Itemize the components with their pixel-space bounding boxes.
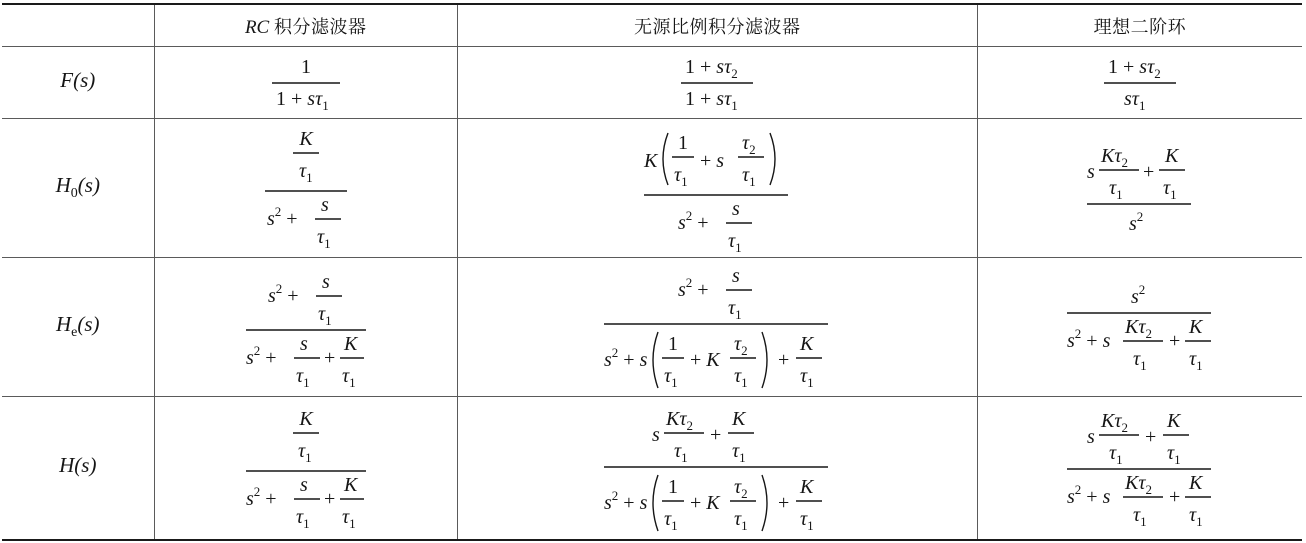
formula-f-ideal [1100,53,1180,113]
svg-text:s: s [321,271,330,293]
svg-text:Kτ2: $K\tau_2$ [1100,145,1128,170]
svg-text:+ K: + K [690,349,720,371]
label-fn: F [60,67,74,92]
svg-text:τ1: $\tau_1$ [317,303,332,328]
svg-text:K: K [343,333,358,355]
cell-h0-passive [457,119,977,258]
svg-text:τ1: $\tau_1$ [1108,442,1123,467]
svg-text:τ1: $\tau_1$ [1162,177,1177,202]
label-arg: (s) [77,312,100,337]
svg-text:K: K [1164,145,1179,167]
svg-text:τ1: $\tau_1$ [316,226,331,251]
header-corner-cell [2,4,154,47]
cell-h-passive [457,397,977,541]
cell-f-ideal [977,47,1302,119]
header-passive-pi-filter [457,4,977,47]
svg-text:τ1: $\tau_1$ [295,365,310,390]
svg-text:τ1: $\tau_1$ [674,440,688,465]
svg-text:s2 +: $s^2$ + [678,275,709,301]
svg-text:1 + sτ2: $1 + s\tau_2$ [685,55,738,81]
svg-text:τ1: $\tau_1$ [732,440,746,465]
svg-text:K: K [299,408,313,430]
cell-he-rc [154,258,457,397]
svg-text:s2 + s: $s^2 + s$ [1066,482,1111,508]
svg-text:τ1: $\tau_1$ [341,506,356,531]
svg-text:sτ1: $s\tau_1$ [1123,87,1146,113]
svg-text:Kτ2: $K\tau_2$ [1124,316,1152,341]
svg-text:K: K [1166,410,1181,432]
svg-text:τ1: $\tau_1$ [742,164,756,189]
cell-he-passive [457,258,977,397]
cell-he-ideal [977,258,1302,397]
header-ideal-label: 理想二阶环 [1093,16,1187,38]
svg-text:s: s [299,333,308,355]
svg-text:s2 +: $s^2$ + [267,281,299,307]
row-h0-s [2,119,1302,258]
formula-h-rc [244,405,368,531]
svg-text:τ1: $\tau_1$ [664,365,678,390]
svg-text:+: + [323,347,335,369]
svg-text:τ1: $\tau_1$ [728,297,742,322]
cell-h-rc [154,397,457,541]
row-h-s [2,397,1302,541]
svg-text:τ1: $\tau_1$ [734,365,748,390]
formula-h0-rc [261,125,351,251]
svg-text:+: + [1142,161,1155,183]
svg-text:+: + [1144,426,1157,448]
svg-text:+ s: + s [700,150,725,172]
svg-text:K: K [343,474,358,496]
svg-text:τ1: $\tau_1$ [664,508,678,533]
svg-text:s: s [732,265,741,287]
header-rc-suffix: 积分滤波器 [273,16,367,38]
svg-text:1: 1 [668,333,679,355]
svg-text:s2 + s: $s^2 + s$ [604,488,648,514]
svg-text:K: K [1188,316,1203,338]
svg-text:+: + [778,492,790,514]
svg-text:s2 + s: $s^2 + s$ [1066,326,1111,352]
svg-text:s2 +: $s^2$ + [245,343,277,369]
cell-h0-ideal [977,119,1302,258]
svg-text:+: + [323,488,335,510]
svg-text:τ1: $\tau_1$ [341,365,356,390]
row-label-he-s [2,258,154,397]
header-rc-prefix: RC [244,16,270,38]
header-passive-label: 无源比例积分滤波器 [634,16,801,38]
formula-f-passive [677,53,757,113]
svg-text:s2 +: $s^2$ + [245,484,277,510]
svg-text:τ1: $\tau_1$ [1108,177,1123,202]
row-f-s [2,47,1302,119]
svg-text:K: K [299,128,313,150]
svg-text:s: s [299,474,308,496]
svg-text:τ2: $\tau_2$ [734,333,748,358]
svg-text:s: s [320,194,329,216]
formula-he-rc [244,264,368,390]
svg-text:τ1: $\tau_1$ [800,365,814,390]
svg-text:τ2: $\tau_2$ [734,476,748,501]
svg-text:τ2: $\tau_2$ [742,132,756,157]
svg-text:s2 + s: $s^2 + s$ [604,345,648,371]
svg-text:Kτ2: $K\tau_2$ [1124,472,1152,497]
label-sub: e [71,325,78,341]
svg-text:s2 +: $s^2$ + [266,204,298,230]
svg-text:τ1: $\tau_1$ [1188,504,1203,529]
svg-text:1 + sτ1: $1 + s\tau_1$ [275,87,329,113]
svg-text:Kτ2: $K\tau_2$ [666,408,694,433]
svg-text:1 + sτ2: $1 + s\tau_2$ [1107,55,1161,81]
svg-text:+: + [710,424,722,446]
row-he-s [2,258,1302,397]
svg-text:K: K [732,408,746,430]
svg-text:K: K [644,150,658,172]
cell-f-passive [457,47,977,119]
svg-text:K: K [800,476,814,498]
svg-text:s: s [652,424,661,446]
cell-h-ideal [977,397,1302,541]
formula-h0-ideal [1085,138,1195,238]
svg-text:1: 1 [300,55,311,78]
row-label-h0-s [2,119,154,258]
formula-he-ideal [1065,277,1215,377]
transfer-function-table [2,3,1302,541]
label-fn: H [59,453,75,478]
svg-text:τ1: $\tau_1$ [298,160,313,185]
svg-text:s: s [732,198,741,220]
formula-h-ideal [1065,405,1215,531]
cell-h0-rc [154,119,457,258]
svg-text:K: K [800,333,814,355]
svg-text:+: + [1168,486,1181,508]
svg-text:τ1: $\tau_1$ [1132,504,1147,529]
svg-text:K: K [1188,472,1203,494]
label-arg: (s) [77,173,100,198]
label-arg: (s) [74,453,97,478]
row-label-h-s [2,397,154,541]
svg-text:Kτ2: $K\tau_2$ [1100,410,1128,435]
svg-text:1: 1 [668,476,679,498]
svg-text:s2: $s^2$ [1130,282,1146,308]
label-sub: 0 [70,186,78,202]
label-arg: (s) [73,67,96,92]
svg-text:1: 1 [678,132,689,154]
formula-h-passive [602,403,832,533]
svg-text:τ1: $\tau_1$ [734,508,748,533]
formula-h0-passive [642,125,792,255]
header-row [2,4,1302,47]
svg-text:τ1: $\tau_1$ [297,440,312,465]
svg-text:+ K: + K [690,492,720,514]
label-fn: H [55,173,71,198]
svg-text:τ1: $\tau_1$ [800,508,814,533]
svg-text:τ1: $\tau_1$ [295,506,310,531]
cell-f-rc [154,47,457,119]
formula-he-passive [602,264,832,390]
svg-text:τ1: $\tau_1$ [1166,442,1181,467]
svg-text:s: s [1086,161,1095,183]
svg-text:τ1: $\tau_1$ [728,230,742,255]
svg-text:τ1: $\tau_1$ [674,164,688,189]
svg-text:+: + [1168,330,1181,352]
svg-text:+: + [778,349,790,371]
svg-text:1 + sτ1: $1 + s\tau_1$ [685,87,738,113]
svg-text:s2 +: $s^2$ + [678,208,709,234]
header-rc-filter [154,4,457,47]
svg-text:τ1: $\tau_1$ [1132,348,1147,373]
svg-text:s: s [1086,426,1095,448]
row-label-f-s [2,47,154,119]
formula-f-rc [266,53,346,113]
svg-text:τ1: $\tau_1$ [1188,348,1203,373]
svg-text:s2: $s^2$ [1128,209,1144,235]
header-ideal-second-order [977,4,1302,47]
label-fn: H [56,312,72,337]
